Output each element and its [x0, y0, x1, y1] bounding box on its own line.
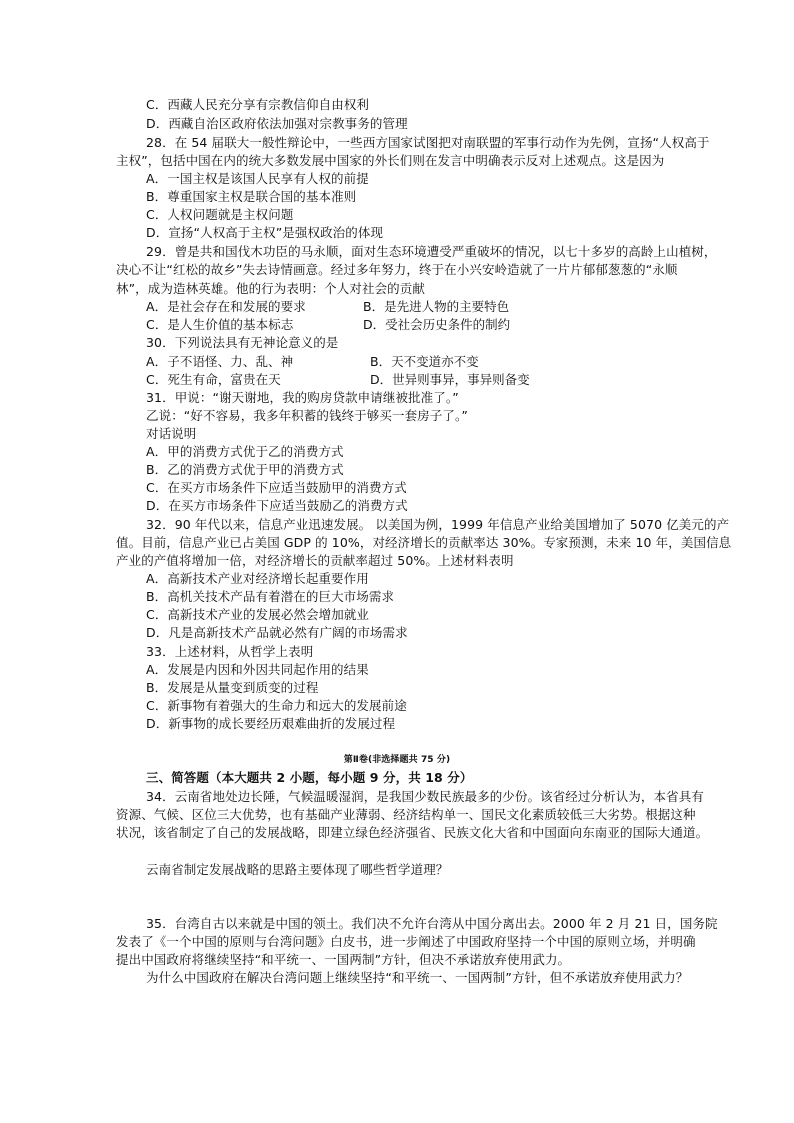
q30-stem: 30．下列说法具有无神论意义的是: [146, 335, 339, 350]
q32-stem-line1: 32．90 年代以来，信息产业迅速发展。 以美国为例，1999 年信息产业给美国增加了 5070 亿美元的产: [146, 517, 730, 532]
q32-option-b: B．高机关技术产品有着潜在的巨大市场需求: [146, 589, 395, 604]
q31-option-c: C．在买方市场条件下应适当鼓励甲的消费方式: [146, 480, 407, 495]
q29-option-b: B．是先进人物的主要特色: [363, 299, 510, 314]
q32-stem-line3: 产业的产值将增加一倍，对经济增长的贡献率超过 50%。上述材料表明: [116, 553, 514, 568]
q29-option-a: A．是社会存在和发展的要求: [146, 299, 306, 314]
q32-option-c: C．高新技术产业的发展必然会增加就业: [146, 607, 370, 622]
q30-option-b: B．天不变道亦不变: [370, 354, 479, 369]
q29-stem-line3: 林”，成为造林英雄。他的行为表明：个人对社会的贡献: [116, 281, 425, 296]
q33-option-d: D．新事物的成长要经历艰难曲折的发展过程: [146, 716, 396, 731]
q27-option-c: C．西藏人民充分享有宗教信仰自由权利: [146, 97, 370, 112]
q31-stem-line3: 对话说明: [146, 426, 197, 441]
q34-stem-line3: 状况，该省制定了自己的发展战略，即建立绿色经济强省、民族文化大省和中国面向东南亚的国际大通道。: [116, 825, 709, 840]
q30-option-a: A．子不语怪、力、乱、神: [146, 354, 294, 369]
q34-stem-line2: 资源、气候、区位三大优势，也有基础产业薄弱、经济结构单一、国民文化素质较低三大劣势。根据这种: [116, 807, 696, 822]
q29-stem-line2: 决心不让“红松的故乡”失去诗情画意。经过多年努力，终于在小兴安岭造就了一片片郁郁葱葱的“永顺: [116, 262, 678, 277]
q31-option-a: A．甲的消费方式优于乙的消费方式: [146, 444, 344, 459]
q32-option-a: A．高新技术产业对经济增长起重要作用: [146, 571, 369, 586]
q28-option-b: B．尊重国家主权是联合国的基本准则: [146, 189, 357, 204]
q28-stem-line2: 主权”，包括中国在内的统大多数发展中国家的外长们则在发言中明确表示反对上述观点。这是因为: [116, 153, 665, 168]
q29-stem-line1: 29．曾是共和国伐木功臣的马永顺，面对生态环境遭受严重破坏的情况，以七十多岁的高龄上山植树，: [146, 244, 717, 259]
q27-option-d: D．西藏自治区政府依法加强对宗教事务的管理: [146, 116, 408, 131]
q31-stem-line1: 31．甲说：“谢天谢地，我的购房贷款申请继被批准了。”: [146, 390, 459, 405]
q35-stem-line1: 35．台湾自古以来就是中国的领土。我们决不允许台湾从中国分离出去。2000 年 2 月 21 日，国务院: [146, 916, 718, 931]
q28-option-a: A．一国主权是该国人民享有人权的前提: [146, 171, 369, 186]
q35-question: 为什么中国政府在解决台湾问题上继续坚持“和平统一、一国两制”方针，但不承诺放弃使用武力？: [146, 970, 689, 985]
q32-stem-line2: 值。目前，信息产业已占美国 GDP 的 10%，对经济增长的贡献率达 30%。专家预测，未来 10 年，美国信息: [116, 535, 732, 550]
q34-question: 云南省制定发展战略的思路主要体现了哪些哲学道理？: [146, 862, 449, 877]
q29-option-c: C．是人生价值的基本标志: [146, 317, 294, 332]
q30-option-c: C．死生有命，富贵在天: [146, 372, 281, 387]
q31-stem-line2: 乙说：“好不容易，我多年积蓄的钱终于够买一套房子了。”: [146, 408, 468, 423]
q28-option-d: D．宣扬“人权高于主权”是强权政治的体现: [146, 225, 384, 240]
part2-heading: 第Ⅱ卷(非选择题共 75 分): [343, 755, 451, 765]
section3-heading: 三、简答题（本大题共 2 小题，每小题 9 分，共 18 分）: [146, 770, 473, 785]
q28-stem-line1: 28．在 54 届联大一般性辩论中，一些西方国家试图把对南联盟的军事行动作为先例，宣扬“人权高于: [146, 135, 710, 150]
q33-option-a: A．发展是内因和外因共同起作用的结果: [146, 662, 369, 677]
q34-stem-line1: 34．云南省地处边长陲，气候温暖湿润，是我国少数民族最多的少份。该省经过分析认为，本省具有: [146, 789, 704, 804]
q30-option-d: D．世异则事异，事异则备变: [370, 372, 530, 387]
q33-option-c: C．新事物有着强大的生命力和远大的发展前途: [146, 698, 407, 713]
q29-option-d: D．受社会历史条件的制约: [363, 317, 511, 332]
q35-stem-line3: 提出中国政府将继续坚持“和平统一、一国两制”方针，但决不承诺放弃使用武力。: [116, 952, 571, 967]
q31-option-b: B．乙的消费方式优于甲的消费方式: [146, 462, 344, 477]
q33-option-b: B．发展是从量变到质变的过程: [146, 680, 319, 695]
q32-option-d: D．凡是高新技术产品就必然有广阔的市场需求: [146, 625, 408, 640]
q35-stem-line2: 发表了《一个中国的原则与台湾问题》白皮书，进一步阐述了中国政府坚持一个中国的原则立场，并明确: [116, 934, 696, 949]
q28-option-c: C．人权问题就是主权问题: [146, 207, 294, 222]
q33-stem: 33．上述材料，从哲学上表明: [146, 644, 314, 659]
q31-option-d: D．在买方市场条件下应适当鼓励乙的消费方式: [146, 498, 408, 513]
